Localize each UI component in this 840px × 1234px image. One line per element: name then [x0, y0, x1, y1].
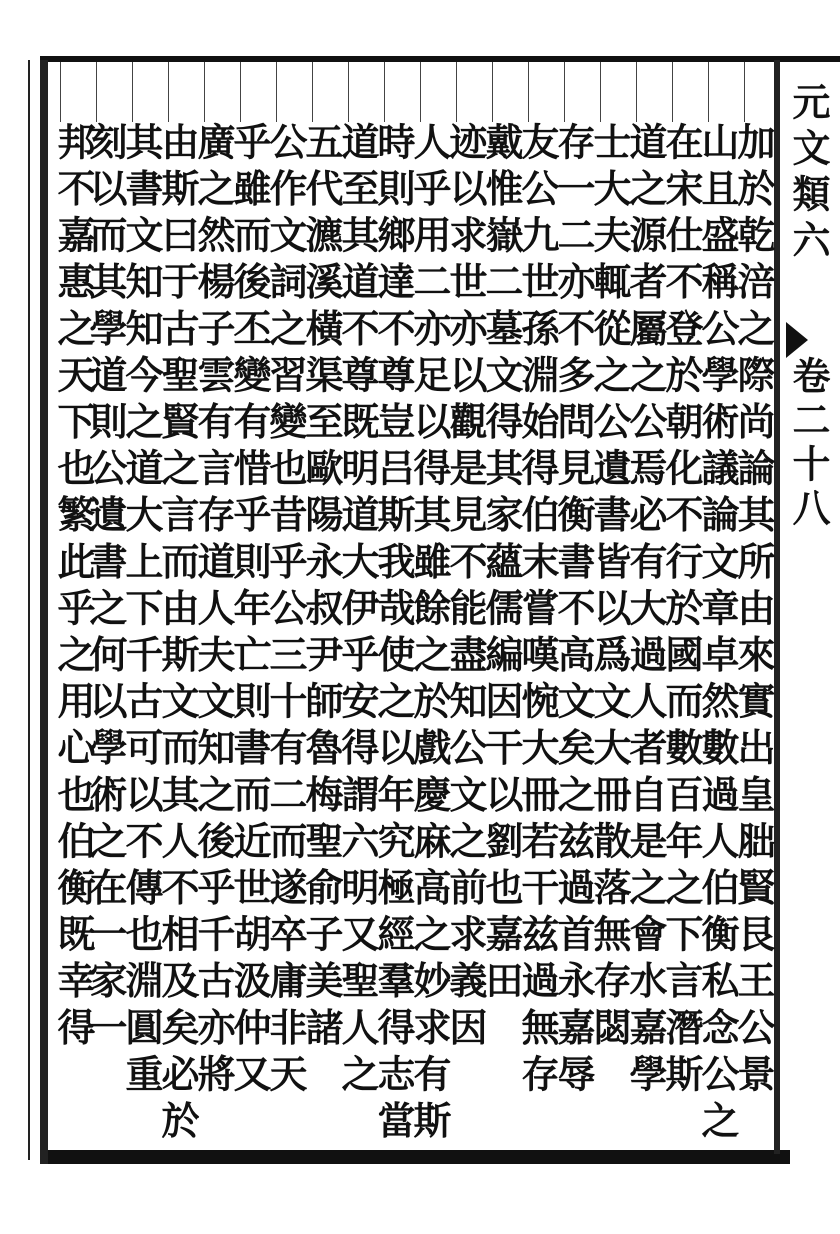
- column-rule: [528, 62, 529, 122]
- column-rule: [312, 62, 313, 122]
- text-column: 刻以而其學道則公遺書之何以學術之在一家一: [83, 122, 128, 1054]
- column-rule: [456, 62, 457, 122]
- text-column: 乎雖而後丕變有惜乎則年亡則書而近世胡汲仲又: [227, 122, 272, 1101]
- column-rule: [564, 62, 565, 122]
- text-column: 迹以求世亦以觀是見不能盡知公文之前求義因: [443, 122, 488, 1054]
- text-column: 士大夫輒從之公遺書皆以爲文大冊散落無存閟: [587, 122, 632, 1054]
- column-rule: [240, 62, 241, 122]
- text-column: 時則鄉達不尊豈吕斯我哉使之以年究極經羣得志當: [371, 122, 416, 1148]
- column-rule: [420, 62, 421, 122]
- margin-book-title: 元文類六: [786, 82, 831, 266]
- column-rule: [384, 62, 385, 122]
- text-column: 加於乾涪之際尚論其所由來實出皇胐賢艮王公景: [731, 122, 776, 1101]
- text-column: 戴惟嶽二墓文得其家蘊儒編因干以劉也嘉田: [479, 122, 524, 1008]
- text-column: 道之源者屬之公焉必有大過人者自是之會水嘉學: [623, 122, 668, 1101]
- text-column: 山且盛稱公學術議論文章卓然數過人伯衡私念公之: [695, 122, 740, 1148]
- column-rule: [276, 62, 277, 122]
- text-column: 五代瀌溪橫渠至歐陽永叔尹師魯梅聖俞子美諸: [299, 122, 344, 1054]
- text-column: 人乎用二亦足以得其雖餘之於戲慶麻高之妙求有斯: [407, 122, 452, 1148]
- column-rule: [492, 62, 493, 122]
- text-column: 公作文詞之習變也昔乎公三十有二而遂卒庸非天: [263, 122, 308, 1101]
- column-rule: [744, 62, 745, 122]
- column-rule: [96, 62, 97, 122]
- column-rule: [60, 62, 61, 122]
- fish-tail-mark: [786, 322, 808, 358]
- column-rule: [600, 62, 601, 122]
- column-rule: [708, 62, 709, 122]
- text-column: 由斯曰于古聖賢之言而由斯文而其人不相及矣必於: [155, 122, 200, 1148]
- outer-frame-line: [28, 60, 30, 1160]
- bottom-border-line: [40, 1150, 790, 1164]
- column-rule: [672, 62, 673, 122]
- text-column: 廣之然楊子雲有言存道人夫文知之後乎千古亦將: [191, 122, 236, 1101]
- text-column: 邦不嘉惠之天下也繁此乎之用心也伯衡既幸得: [51, 122, 96, 1054]
- text-column: 其書文知知今之道大上下千古可以不傳也淵圓重: [119, 122, 164, 1101]
- text-column: 友公九世孫淵始得伯末嘗嘆惋大冊若干兹過無存: [515, 122, 560, 1101]
- column-rule: [168, 62, 169, 122]
- top-border-line: [40, 56, 840, 62]
- text-column: 道至其道不尊既明道大伊乎安得謂六明又聖人之: [335, 122, 380, 1101]
- column-rule: [636, 62, 637, 122]
- text-column: 在宋仕不登於朝化不行於國而數百年之下言潛斯: [659, 122, 704, 1101]
- column-rule: [204, 62, 205, 122]
- left-border-line: [40, 60, 48, 1164]
- text-column: 存一二亦不多問見衡書不高文矣之兹過首永嘉辱: [551, 122, 596, 1101]
- margin-volume-number: 卷二十八: [786, 356, 831, 532]
- column-rule: [348, 62, 349, 122]
- column-rule: [132, 62, 133, 122]
